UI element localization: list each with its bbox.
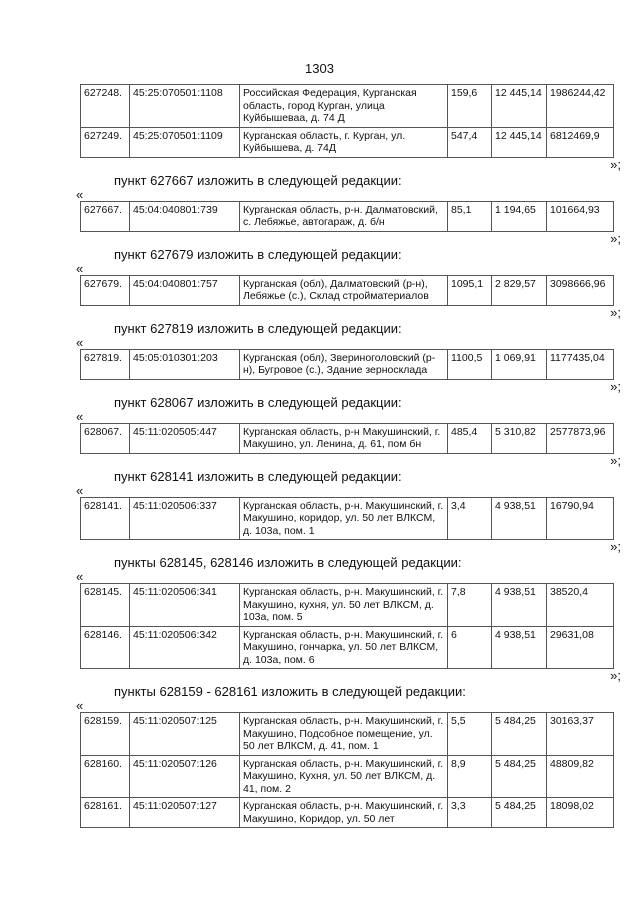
item-number-cell: 628161. <box>81 798 130 828</box>
item-number-cell: 627667. <box>81 201 130 231</box>
area-cell: 3,3 <box>448 798 492 828</box>
item-number-cell: 627679. <box>81 275 130 305</box>
value-cell: 18098,02 <box>547 798 614 828</box>
closing-quote: »; <box>610 539 621 554</box>
rate-cell: 12 445,14 <box>492 127 547 157</box>
cadastral-number-cell: 45:04:040801:739 <box>130 201 240 231</box>
value-cell: 1986244,42 <box>547 85 614 128</box>
item-number-cell: 628067. <box>81 423 130 453</box>
area-cell: 1100,5 <box>448 349 492 379</box>
page-number: 1303 <box>305 61 334 76</box>
address-cell: Курганская область, р-н. Макушинский, г. Макушино, гончарка, ул. 50 лет ВЛКСМ, д. 103а, пом. 6 <box>240 626 448 669</box>
property-table <box>80 201 614 232</box>
value-cell: 2577873,96 <box>547 423 614 453</box>
table-row <box>81 85 614 128</box>
area-cell: 1095,1 <box>448 275 492 305</box>
property-table <box>80 423 614 454</box>
table-row <box>81 626 614 669</box>
address-cell: Курганская (обл), Далматовский (р-н), Лебяжье (с.), Склад стройматериалов <box>240 275 448 305</box>
value-cell: 16790,94 <box>547 497 614 540</box>
spacer <box>0 828 639 832</box>
table-row <box>81 275 614 305</box>
document-body <box>0 84 639 832</box>
amendment-instruction: пункт 628141 изложить в следующей редакции: <box>114 468 402 484</box>
table-row <box>81 497 614 540</box>
property-table <box>80 497 614 541</box>
opening-quote: « <box>76 482 84 498</box>
item-number-cell: 628160. <box>81 755 130 798</box>
table-row <box>81 755 614 798</box>
amendment-instruction: пункт 628067 изложить в следующей редакции: <box>114 394 402 410</box>
address-cell: Российская Федерация, Курганская область, город Курган, улица Куйбышеваа, д. 74 Д <box>240 85 448 128</box>
item-number-cell: 628146. <box>81 626 130 669</box>
rate-cell: 5 310,82 <box>492 423 547 453</box>
table-row <box>81 423 614 453</box>
area-cell: 7,8 <box>448 584 492 627</box>
property-table <box>80 583 614 669</box>
item-number-cell: 628141. <box>81 497 130 540</box>
item-number-cell: 627819. <box>81 349 130 379</box>
table-row <box>81 349 614 379</box>
rate-cell: 4 938,51 <box>492 584 547 627</box>
opening-quote: « <box>76 334 84 350</box>
rate-cell: 4 938,51 <box>492 497 547 540</box>
area-cell: 159,6 <box>448 85 492 128</box>
value-cell: 29631,08 <box>547 626 614 669</box>
closing-quote: »; <box>610 156 621 172</box>
opening-quote: « <box>76 260 84 276</box>
value-cell: 1177435,04 <box>547 349 614 379</box>
item-number-cell: 628159. <box>81 713 130 756</box>
value-cell: 101664,93 <box>547 201 614 231</box>
address-cell: Курганская область, р-н. Макушинский, г. Макушино, Подсобное помещение, ул. 50 лет ВЛКСМ, д. 41, пом. 1 <box>240 713 448 756</box>
amendment-instruction: пункты 628159 - 628161 изложить в следующей редакции: <box>114 684 466 699</box>
opening-quote: « <box>76 186 84 202</box>
rate-cell: 1 194,65 <box>492 201 547 231</box>
item-number-cell: 628145. <box>81 584 130 627</box>
cadastral-number-cell: 45:04:040801:757 <box>130 275 240 305</box>
cadastral-number-cell: 45:11:020507:125 <box>130 713 240 756</box>
value-cell: 48809,82 <box>547 755 614 798</box>
cadastral-number-cell: 45:11:020506:337 <box>130 497 240 540</box>
address-cell: Курганская область, р-н. Макушинский, г. Макушино, Коридор, ул. 50 лет <box>240 798 448 828</box>
opening-quote: « <box>76 569 84 584</box>
rate-cell: 4 938,51 <box>492 626 547 669</box>
property-table <box>80 349 614 380</box>
area-cell: 85,1 <box>448 201 492 231</box>
closing-quote: »; <box>610 304 621 320</box>
address-cell: Курганская область, р-н. Макушинский, г. Макушино, коридор, ул. 50 лет ВЛКСМ, д. 103а, пом. 1 <box>240 497 448 540</box>
table-row <box>81 201 614 231</box>
address-cell: Курганская область, г. Курган, ул. Куйбышева, д. 74Д <box>240 127 448 157</box>
table-row <box>81 713 614 756</box>
amendment-instruction: пункт 627819 изложить в следующей редакции: <box>114 320 402 336</box>
amendment-instruction: пункт 627679 изложить в следующей редакции: <box>114 246 402 262</box>
rate-cell: 1 069,91 <box>492 349 547 379</box>
area-cell: 8,9 <box>448 755 492 798</box>
rate-cell: 5 484,25 <box>492 798 547 828</box>
table-row <box>81 798 614 828</box>
address-cell: Курганская область, р-н. Далматовский, с. Лебяжье, автогараж, д. б/н <box>240 201 448 231</box>
closing-quote: »; <box>610 378 621 394</box>
closing-quote: »; <box>610 452 621 468</box>
address-cell: Курганская область, р-н. Макушинский, г. Макушино, Кухня, ул. 50 лет ВЛКСМ, д. 41, пом. 2 <box>240 755 448 798</box>
address-cell: Курганская область, р-н Макушинский, г. Макушино, ул. Ленина, д. 61, пом бн <box>240 423 448 453</box>
cadastral-number-cell: 45:11:020506:341 <box>130 584 240 627</box>
cadastral-number-cell: 45:11:020505:447 <box>130 423 240 453</box>
address-cell: Курганская область, р-н. Макушинский, г. Макушино, кухня, ул. 50 лет ВЛКСМ, д. 103а, пом. 5 <box>240 584 448 627</box>
opening-quote: « <box>76 408 84 424</box>
property-table <box>80 275 614 306</box>
closing-quote: »; <box>610 668 621 683</box>
property-table <box>80 84 614 158</box>
area-cell: 3,4 <box>448 497 492 540</box>
area-cell: 6 <box>448 626 492 669</box>
value-cell: 6812469,9 <box>547 127 614 157</box>
opening-quote: « <box>76 698 84 713</box>
cadastral-number-cell: 45:11:020507:127 <box>130 798 240 828</box>
address-cell: Курганская (обл), Звериноголовский (р-н), Бугровое (с.), Здание зерносклада <box>240 349 448 379</box>
cadastral-number-cell: 45:25:070501:1108 <box>130 85 240 128</box>
cadastral-number-cell: 45:25:070501:1109 <box>130 127 240 157</box>
item-number-cell: 627249. <box>81 127 130 157</box>
value-cell: 30163,37 <box>547 713 614 756</box>
amendment-instruction: пункт 627667 изложить в следующей редакции: <box>114 172 402 188</box>
cadastral-number-cell: 45:05:010301:203 <box>130 349 240 379</box>
cadastral-number-cell: 45:11:020507:126 <box>130 755 240 798</box>
amendment-instruction: пункты 628145, 628146 изложить в следующей редакции: <box>114 555 462 570</box>
area-cell: 5,5 <box>448 713 492 756</box>
area-cell: 547,4 <box>448 127 492 157</box>
closing-quote: »; <box>610 230 621 246</box>
area-cell: 485,4 <box>448 423 492 453</box>
value-cell: 3098666,96 <box>547 275 614 305</box>
cadastral-number-cell: 45:11:020506:342 <box>130 626 240 669</box>
table-row <box>81 127 614 157</box>
property-table <box>80 712 614 828</box>
rate-cell: 2 829,57 <box>492 275 547 305</box>
rate-cell: 5 484,25 <box>492 713 547 756</box>
item-number-cell: 627248. <box>81 85 130 128</box>
value-cell: 38520,4 <box>547 584 614 627</box>
rate-cell: 5 484,25 <box>492 755 547 798</box>
rate-cell: 12 445,14 <box>492 85 547 128</box>
table-row <box>81 584 614 627</box>
